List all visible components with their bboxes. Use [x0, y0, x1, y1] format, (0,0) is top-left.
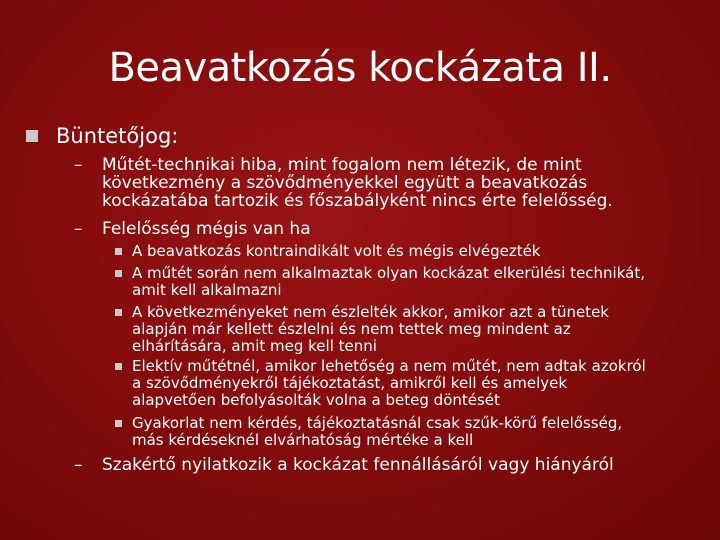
sub-point-text: Felelősség mégis van ha — [102, 219, 311, 239]
dash-icon: – — [74, 455, 83, 475]
list-item — [132, 415, 692, 449]
square-bullet-icon — [115, 248, 122, 255]
sub-point-text: Műtét-technikai hiba, mint fogalom nem létezik, de mint következmény a szövődményekkel együtt a beavatkozás kockázatába tartozik és főszabályként nincs érte felelősség. — [102, 155, 613, 211]
square-bullet-icon — [115, 363, 122, 370]
sub-point-expert — [74, 455, 662, 475]
square-bullet-icon — [115, 309, 122, 316]
list-item-text: A beavatkozás kontraindikált volt és mégis elvégezték — [132, 242, 541, 260]
list-item-text: A műtét során nem alkalmaztak olyan kockázat elkerülési technikát, amit kell alkalmazni — [132, 264, 645, 299]
dash-icon: – — [74, 155, 83, 175]
sub-point-text: Szakértő nyilatkozik a kockázat fennállásáról vagy hiányáról — [102, 455, 614, 475]
list-item — [132, 265, 692, 299]
sub-point-technical-error — [74, 155, 662, 211]
list-item — [132, 243, 692, 260]
main-bullet-label: Büntetőjog: — [56, 124, 179, 148]
list-item — [132, 304, 692, 355]
dash-icon: – — [74, 219, 83, 239]
slide-title: Beavatkozás kockázata II. — [108, 45, 612, 91]
list-item — [132, 358, 692, 409]
list-item-text: A következményeket nem észlelték akkor, amikor azt a tünetek alapján már kellett észlelni és nem tettek meg mindent az elhárítására, amit meg kell tenni — [132, 303, 609, 355]
list-item-text: Elektív műtétnél, amikor lehetőség a nem műtét, nem adtak azokról a szövődményekről tájékoztatást, amikről kell és amelyek alapvetően befolyásolták volna a beteg döntését — [132, 357, 646, 409]
square-bullet-icon — [115, 270, 122, 277]
sub-point-liability — [74, 219, 662, 239]
square-bullet-icon — [26, 130, 38, 142]
square-bullet-icon — [115, 420, 122, 427]
main-bullet — [56, 122, 178, 150]
list-item-text: Gyakorlat nem kérdés, tájékoztatásnál csak szűk-körű felelősség, más kérdéseknél elvárhatóság mértéke a kell — [132, 414, 623, 449]
